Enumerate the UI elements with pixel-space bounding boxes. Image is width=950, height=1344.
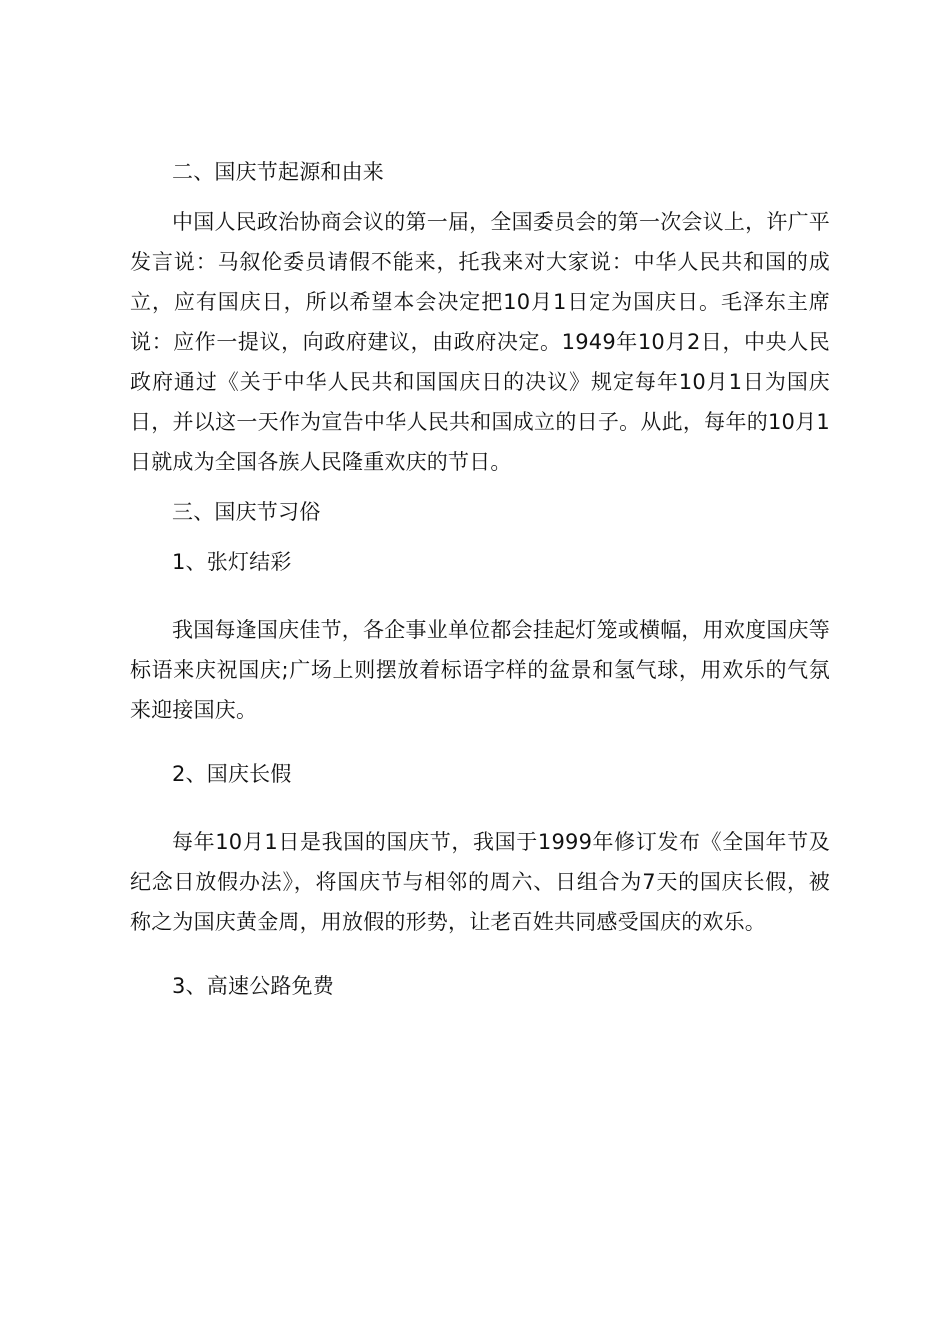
origin-paragraph: 中国人民政治协商会议的第一届，全国委员会的第一次会议上，许广平发言说：马叙伦委员请假不能来，托我来对大家说：中华人民共和国的成立，应有国庆日，所以希望本会决定把10月1日定为国庆日。毛泽东主席说：应作一提议，向政府建议，由政府决定。1949年10月2日，中央人民政府通过《关于中华人民共和国国庆日的决议》规定每年10月1日为国庆日，并以这一天作为宣告中华人民共和国成立的日子。从此，每年的10月1日就成为全国各族人民隆重欢庆的节日。 <box>130 210 830 474</box>
custom-item-text-holiday: 每年10月1日是我国的国庆节，我国于1999年修订发布《全国年节及纪念日放假办法》，将国庆节与相邻的周六、日组合为7天的国庆长假，被称之为国庆黄金周，用放假的形势，让老百姓共同感受国庆的欢乐。 <box>130 830 830 934</box>
custom-item-title-highway: 3、高速公路免费 <box>172 974 334 998</box>
section-heading-origin: 二、国庆节起源和由来 <box>172 160 384 184</box>
custom-item-title-decorations: 1、张灯结彩 <box>172 550 292 574</box>
custom-item-title-holiday: 2、国庆长假 <box>172 762 292 786</box>
document-body <box>130 152 830 1006</box>
section-heading-customs: 三、国庆节习俗 <box>172 500 321 524</box>
custom-item-text-decorations: 我国每逢国庆佳节，各企事业单位都会挂起灯笼或横幅，用欢度国庆等标语来庆祝国庆;广场上则摆放着标语字样的盆景和氢气球，用欢乐的气氛来迎接国庆。 <box>130 618 830 722</box>
